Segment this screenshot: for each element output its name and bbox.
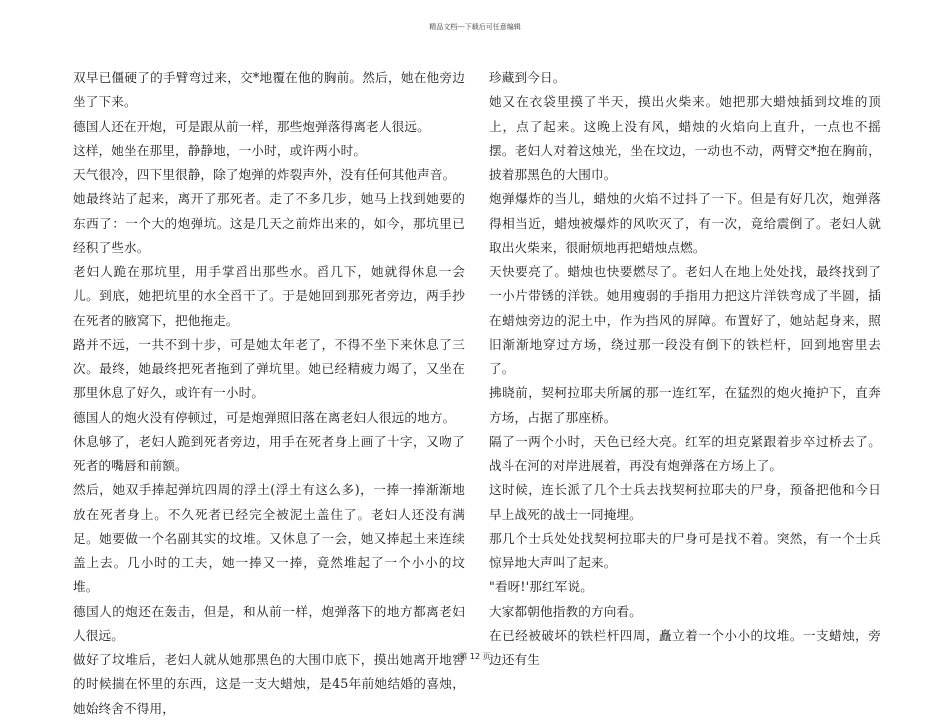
paragraph: 双早已僵硬了的手臂弯过来，交*地覆在他的胸前。然后，她在他旁边坐了下来。 [73, 70, 465, 110]
paragraph: 德国人的炮火没有停顿过，可是炮弹照旧落在离老妇人很远的地方。 [73, 409, 456, 425]
paragraph: 德国人还在开炮，可是跟从前一样，那些炮弹落得离老人很远。 [73, 118, 430, 134]
paragraph: 珍藏到今日。 [489, 70, 566, 85]
page-number: 第 12 页 [459, 652, 491, 661]
paragraph: 休息够了，老妇人跪到死者旁边，用手在死者身上画了十字，又吻了死者的嘴唇和前额。 [73, 433, 465, 473]
page-header: 精品文档---下载后可任意编辑 [429, 23, 521, 31]
paragraph: 路并不远，一共不到十步，可是她太年老了，不得不坐下来休息了三次。最终，她最终把死者拖到了弹坑里。她已经精疲力竭了，又坐在那里休息了好久，或许有一小时。 [73, 336, 465, 401]
paragraph: 大家都朝他指教的方向看。 [489, 603, 642, 619]
paragraph: 炮弹爆炸的当儿，蜡烛的火焰不过抖了一下。但是有好几次，炮弹落得相当近，蜡烛被爆炸的风吹灭了，有一次，竟给震倒了。老妇人就取出火柴来，很耐烦地再把蜡烛点燃。 [489, 191, 881, 255]
paragraph: 天快要亮了。蜡烛也快要燃尽了。老妇人在地上处处找，最终找到了一小片带锈的洋铁。她用瘦弱的手指用力把这片洋铁弯成了半圆，插在蜡烛旁边的泥土中，作为挡风的屏障。布置好了，她站起身来，照旧渐渐地穿过方场，绕过那一段没有倒下的铁栏杆，回到地窖里去了。 [489, 264, 881, 376]
paragraph: 老妇人跪在那坑里，用手掌舀出那些水。舀几下，她就得休息一会儿。到底，她把坑里的水全舀干了。于是她回到那死者旁边，两手抄在死者的腋窝下，把他拖走。 [73, 264, 465, 328]
paragraph: 那几个士兵处处找契柯拉耶夫的尸身可是找不着。突然，有一个士兵惊异地大声叫了起来。 [489, 530, 881, 570]
paragraph: 在已经被破坏的铁栏杆四周，矗立着一个小小的坟堆。一支蜡烛，旁边还有生 [489, 627, 881, 667]
paragraph: 然后，她双手捧起弹坑四周的浮土(浮土有这么多)，一捧一捧渐渐地放在死者身上。不久死者已经完全被泥土盖住了。老妇人还没有满足。她要做一个名副其实的坟堆。又休息了一会，她又捧起土来连续盖上去。几小时的工夫，她一捧又一捧，竟然堆起了一个小小的坟堆。 [73, 482, 465, 595]
paragraph: 做好了坟堆后，老妇人就从她那黑色的大围巾底下，摸出她离开地窖的时候揣在怀里的东西，这是一支大蜡烛，是45年前她结婚的喜烛，她始终舍不得用， [73, 652, 465, 716]
paragraph: 拂晓前，契柯拉耶夫所属的那一连红军，在猛烈的炮火掩护下，直奔方场，占据了那座桥。 [489, 385, 881, 425]
paragraph: 天气很冷，四下里很静，除了炮弹的炸裂声外，没有任何其他声音。 [73, 167, 456, 182]
paragraph: 这时候，连长派了几个士兵去找契柯拉耶夫的尸身，预备把他和今日早上战死的战士一同掩埋。 [489, 482, 881, 522]
paragraph: 德国人的炮还在轰击，但是，和从前一样，炮弹落下的地方都离老妇人很远。 [73, 603, 465, 643]
paragraph: 她又在衣袋里摸了半天，摸出火柴来。她把那大蜡烛插到坟堆的顶上，点了起来。这晚上没有风，蜡烛的火焰向上直升，一点也不摇摆。老妇人对着这烛光，坐在坟边，一动也不动，两臂交*抱在胸前，披着那黑色的大围巾。 [489, 94, 881, 182]
right-text-column [489, 66, 881, 672]
paragraph: 她最终站了起来，离开了那死者。走了不多几步，她马上找到她要的东西了：一个大的炮弹坑。这是几天之前炸出来的，如今，那坑里已经积了些水。 [73, 191, 465, 255]
paragraph: 这样，她坐在那里，静静地，一小时，或许两小时。 [73, 142, 367, 158]
left-text-column [73, 66, 465, 721]
paragraph: 隔了一两个小时，天色已经大亮。红军的坦克紧跟着步卒过桥去了。战斗在河的对岸进展着，再没有炮弹落在方场上了。 [489, 433, 881, 473]
paragraph: "看呀!'那红军说。 [489, 579, 593, 595]
